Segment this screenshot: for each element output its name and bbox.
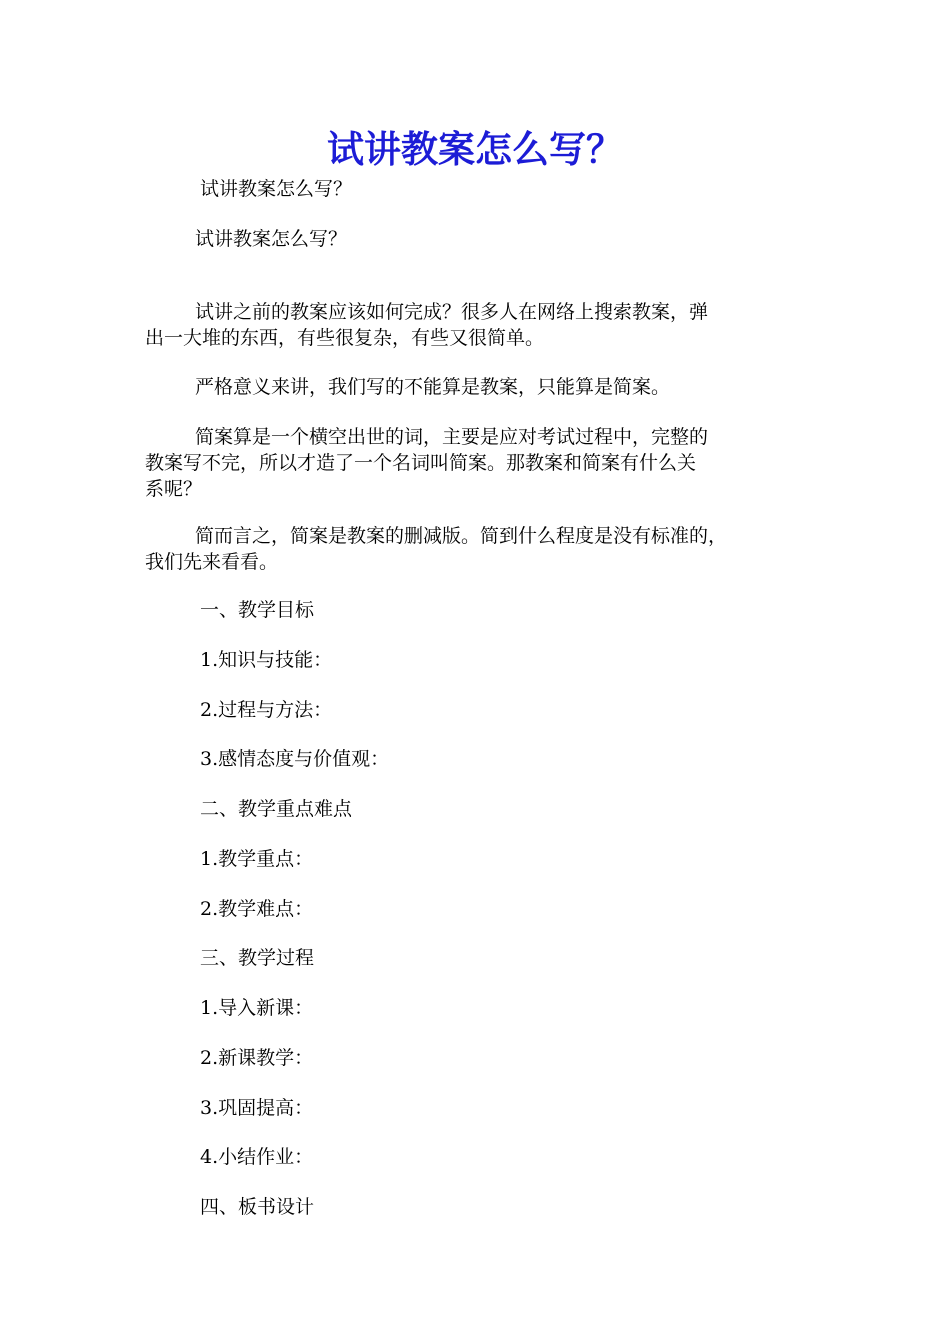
paragraph-5	[145, 523, 810, 575]
paragraph-3	[145, 374, 810, 400]
paragraph-2	[145, 299, 810, 351]
outline-item: 1.导入新课：	[200, 997, 314, 1019]
paragraph-2-line-1: 试讲之前的教案应该如何完成？很多人在网络上搜索教案，弹	[195, 301, 709, 323]
paragraph-4-line-1: 简案算是一个横空出世的词，主要是应对考试过程中，完整的	[195, 426, 709, 448]
outline-item: 3.感情态度与价值观：	[200, 748, 390, 770]
outline-item: 2.教学难点：	[200, 898, 314, 920]
paragraph-2-line-2: 出一大堆的东西，有些很复杂，有些又很简单。	[145, 327, 545, 349]
paragraph-1-line-1: 试讲教案怎么写？	[195, 228, 348, 250]
outline-item: 4.小结作业：	[200, 1146, 314, 1168]
outline-item: 三、教学过程	[200, 947, 315, 969]
paragraph-1	[145, 226, 810, 252]
paragraph-5-line-1: 简而言之，简案是教案的删减版。简到什么程度是没有标准的，	[195, 525, 728, 547]
outline-item: 四、板书设计	[200, 1196, 315, 1218]
paragraph-4	[145, 424, 810, 502]
paragraph-3-line-1: 严格意义来讲，我们写的不能算是教案，只能算是简案。	[195, 376, 671, 398]
subtitle-line: 试讲教案怎么写？	[200, 178, 353, 200]
outline-item: 1.知识与技能：	[200, 649, 333, 671]
paragraph-4-line-3: 系呢？	[145, 478, 203, 500]
outline-item: 3.巩固提高：	[200, 1097, 314, 1119]
document-title: 试讲教案怎么写？	[327, 127, 623, 171]
outline-item: 一、教学目标	[200, 599, 315, 621]
paragraph-4-line-2: 教案写不完，所以才造了一个名词叫简案。那教案和简案有什么关	[145, 452, 697, 474]
outline-item: 二、教学重点难点	[200, 798, 353, 820]
paragraph-5-line-2: 我们先来看看。	[145, 551, 279, 573]
outline-item: 2.过程与方法：	[200, 699, 333, 721]
outline-item: 1.教学重点：	[200, 848, 314, 870]
outline-item: 2.新课教学：	[200, 1047, 314, 1069]
